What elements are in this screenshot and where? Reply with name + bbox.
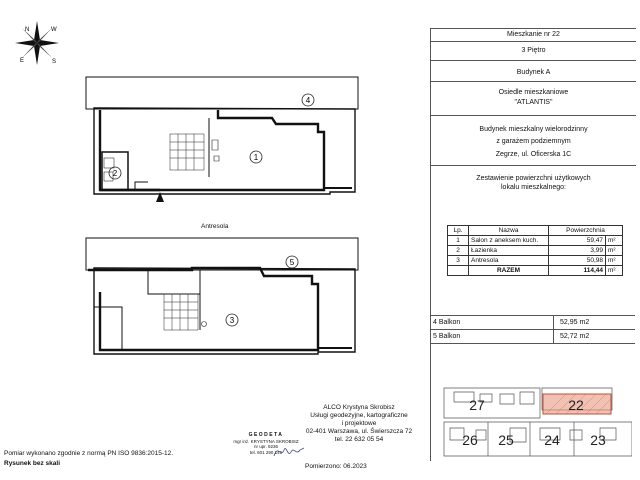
row-area: 3,99 — [549, 246, 606, 256]
scale-note: Rysunek bez skali — [4, 460, 60, 467]
compass-n: N — [25, 27, 30, 33]
row-area: 50,98 — [549, 256, 606, 266]
balcony-area: 52,95 m2 — [553, 316, 640, 329]
table-header — [448, 226, 623, 236]
stamp-name: mgr inż. KRYSTYNA SKROBISZ — [233, 438, 299, 444]
balcony-row-4 — [430, 315, 635, 330]
room-label-1: 1 — [253, 153, 259, 163]
unit-label-23: 23 — [590, 432, 606, 448]
estate-name-line2: "ATLANTIS" — [514, 99, 553, 106]
compass-e: E — [20, 58, 25, 64]
unit-label-26: 26 — [462, 432, 478, 448]
measurement-date: Pomierzono: 06.2023 — [305, 463, 367, 470]
compass-s: S — [52, 59, 57, 65]
row-area: 59,47 — [549, 236, 606, 246]
summary-line2: lokalu mieszkalnego: — [501, 184, 566, 191]
building-name: Budynek A — [516, 69, 551, 76]
row-name: Antresola — [469, 256, 549, 266]
row-unit: m² — [606, 246, 623, 256]
stamp-title: GEODETA — [248, 432, 284, 438]
firm-name: ALCO Krystyna Skrobisz — [323, 404, 395, 411]
building-desc-line1: Budynek mieszkalny wielorodzinny — [479, 126, 588, 133]
row-name: Łazienka — [469, 246, 549, 256]
floor-plan-main — [80, 72, 365, 207]
summary-line1: Zestawienie powierzchni użytkowych — [476, 175, 591, 182]
row-no: 2 — [448, 246, 469, 256]
row-unit: m² — [606, 236, 623, 246]
total-area: 114,44 — [549, 266, 606, 276]
floor-plan-mezzanine — [80, 232, 365, 367]
firm-phone: tel. 22 632 05 54 — [334, 436, 384, 443]
unit-label-24: 24 — [544, 432, 560, 448]
mezzanine-label: Antresola — [201, 223, 229, 230]
unit-label-25: 25 — [498, 432, 514, 448]
stamp-phone: tel. 601 290 145 — [249, 449, 283, 455]
header-no: Lp. — [448, 226, 469, 236]
row-no: 3 — [448, 256, 469, 266]
floor-number: 3 Piętro — [521, 47, 546, 54]
firm-services-2: i projektowe — [341, 420, 377, 427]
balcony-row-5 — [430, 330, 635, 344]
total-label: RAZEM — [469, 266, 549, 276]
unit-label-27: 27 — [469, 397, 485, 413]
address: Zegrze, ul. Oficerska 1C — [495, 151, 572, 158]
table-row — [448, 256, 623, 266]
table-row — [448, 246, 623, 256]
unit-label-22: 22 — [568, 397, 584, 413]
stamp-license: nr upr. 9236 — [253, 444, 279, 449]
firm-services-1: Usługi geodezyjne, kartograficzne — [310, 412, 408, 419]
header-area: Powierzchnia — [549, 226, 623, 236]
compass-rose-icon — [12, 18, 62, 68]
key-plan — [440, 378, 632, 460]
header-name: Nazwa — [469, 226, 549, 236]
total-unit: m² — [606, 266, 623, 276]
room-label-4: 4 — [305, 96, 311, 106]
signature-icon — [272, 440, 306, 462]
apartment-number: Mieszkanie nr 22 — [507, 31, 560, 38]
balcony-area: 52,72 m2 — [553, 330, 640, 343]
area-table — [447, 225, 623, 276]
total-empty — [448, 266, 469, 276]
building-desc-line2: z garażem podziemnym — [496, 138, 571, 145]
footer-notes — [4, 450, 173, 468]
table-row — [448, 236, 623, 246]
row-unit: m² — [606, 256, 623, 266]
firm-info — [300, 404, 418, 444]
firm-address: 02-401 Warszawa, ul. Świerszcza 72 — [305, 428, 413, 435]
compass-w: W — [51, 27, 57, 33]
room-label-2: 2 — [112, 169, 118, 179]
measurement-norm: Pomiar wykonano zgodnie z normą PN ISO 9836:2015-12. — [4, 450, 174, 457]
row-no: 1 — [448, 236, 469, 246]
estate-name-line1: Osiedle mieszkaniowe — [498, 89, 569, 96]
room-label-3: 3 — [229, 316, 235, 326]
balcony-name: 4 Balkon — [433, 319, 461, 326]
balcony-name: 5 Balkon — [433, 333, 461, 340]
room-label-5: 5 — [289, 258, 295, 268]
row-name: Salon z aneksem kuch. — [469, 236, 549, 246]
table-total-row — [448, 266, 623, 276]
